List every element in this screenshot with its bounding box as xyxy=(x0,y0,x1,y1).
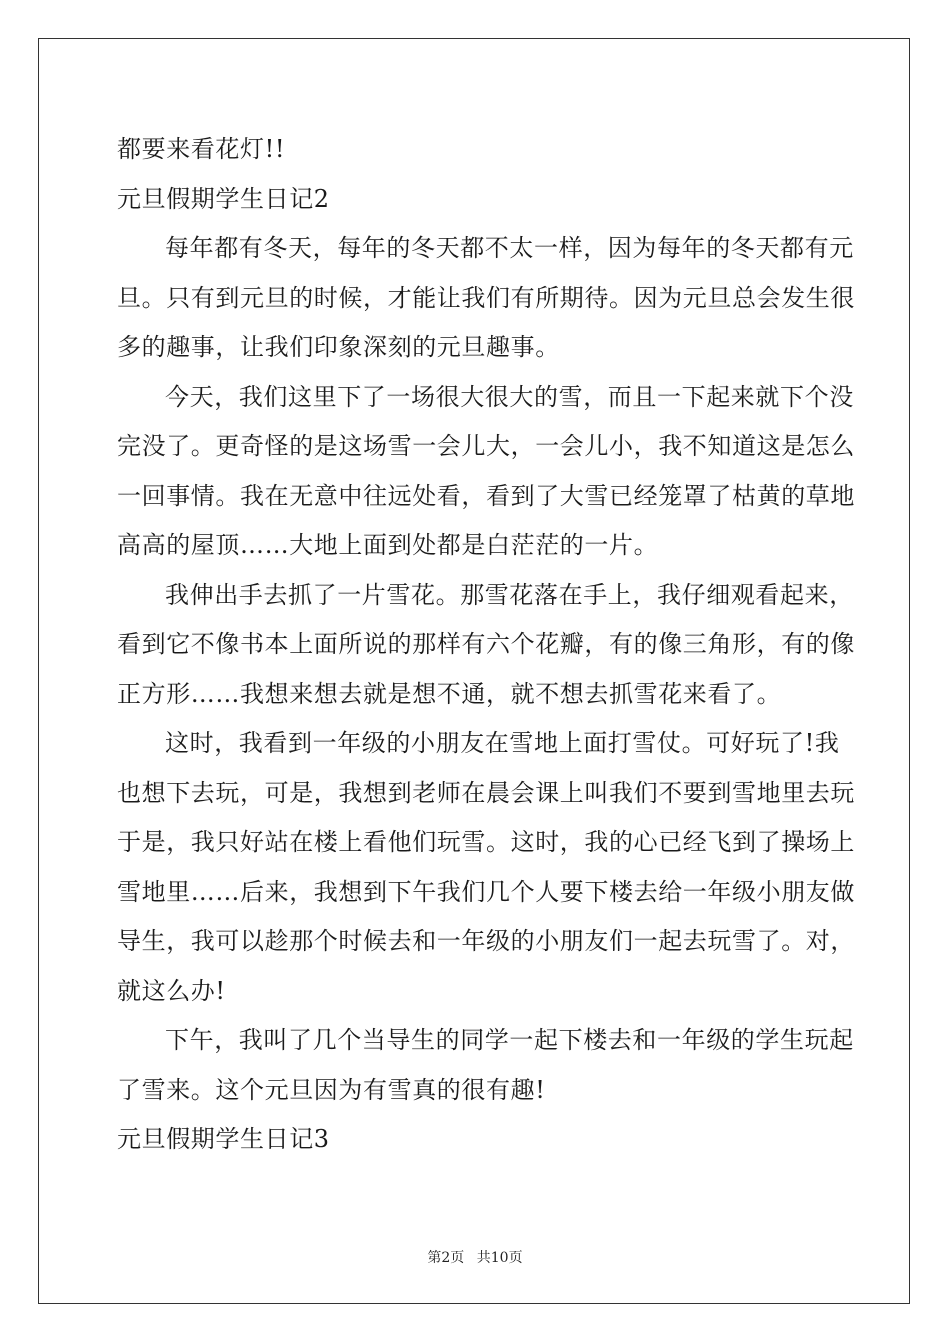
paragraph-line: 就这么办! xyxy=(117,976,226,1005)
paragraph-line: 多的趣事，让我们印象深刻的元旦趣事。 xyxy=(117,333,560,361)
paragraph-line: 导生，我可以趁那个时候去和一年级的小朋友们一起去玩雪了。对， xyxy=(117,927,855,955)
paragraph-line: 也想下去玩，可是，我想到老师在晨会课上叫我们不要到雪地里去玩 xyxy=(117,778,855,807)
paragraph-line: 每年都有冬天，每年的冬天都不太一样，因为每年的冬天都有元 xyxy=(165,234,854,262)
section-heading: 元旦假期学生日记3 xyxy=(117,1125,330,1153)
paragraph-line: 今天，我们这里下了一场很大很大的雪，而且一下起来就下个没 xyxy=(165,382,854,411)
section-heading: 元旦假期学生日记2 xyxy=(117,184,330,213)
page-footer xyxy=(0,1247,950,1267)
paragraph-line: 这时，我看到一年级的小朋友在雪地上面打雪仗。可好玩了!我 xyxy=(165,729,840,757)
paragraph-line: 高高的屋顶……大地上面到处都是白茫茫的一片。 xyxy=(117,531,659,559)
paragraph-line: 一回事情。我在无意中往远处看，看到了大雪已经笼罩了枯黄的草地 xyxy=(117,481,855,510)
paragraph-line: 了雪来。这个元旦因为有雪真的很有趣! xyxy=(117,1075,546,1104)
paragraph-line: 我伸出手去抓了一片雪花。那雪花落在手上，我仔细观看起来， xyxy=(165,580,854,609)
text-line: 都要来看花灯!! xyxy=(117,135,286,163)
paragraph-line: 正方形……我想来想去就是想不通，就不想去抓雪花来看了。 xyxy=(117,679,782,708)
page-number: 第2页 xyxy=(427,1250,465,1266)
paragraph-line: 完没了。更奇怪的是这场雪一会儿大，一会儿小，我不知道这是怎么 xyxy=(117,432,855,460)
paragraph-line: 于是，我只好站在楼上看他们玩雪。这时，我的心已经飞到了操场上 xyxy=(117,828,855,856)
page-total: 共10页 xyxy=(476,1250,523,1266)
paragraph-line: 旦。只有到元旦的时候，才能让我们有所期待。因为元旦总会发生很 xyxy=(117,283,855,312)
paragraph-line: 下午，我叫了几个当导生的同学一起下楼去和一年级的学生玩起 xyxy=(165,1026,854,1054)
paragraph-line: 雪地里……后来，我想到下午我们几个人要下楼去给一年级小朋友做 xyxy=(117,877,855,906)
document-body xyxy=(117,125,855,1165)
paragraph-line: 看到它不像书本上面所说的那样有六个花瓣，有的像三角形，有的像 xyxy=(117,630,855,658)
